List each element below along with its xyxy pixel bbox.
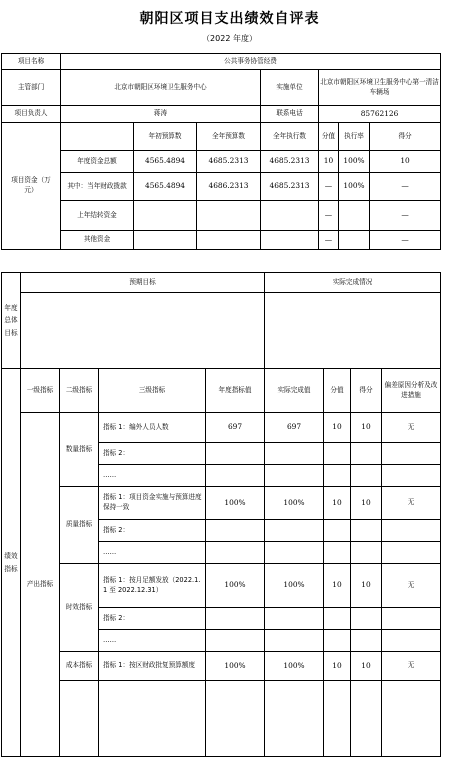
funds-row-name: 其他资金 — [61, 231, 134, 250]
group-name: 时效指标 — [60, 564, 99, 652]
indicator-score: 10 — [351, 487, 382, 520]
indicator-actual: 100% — [265, 564, 324, 608]
indicator-annual — [206, 542, 265, 564]
funds-budget — [197, 231, 261, 250]
indicator-score-val — [324, 465, 351, 487]
indicator-deviation — [382, 630, 441, 652]
funds-row-name: 年度资金总额 — [61, 151, 134, 173]
funds-budget: 4686.2313 — [197, 173, 261, 201]
header-level1: 一级指标 — [21, 369, 60, 413]
funds-score-val: 10 — [319, 151, 339, 173]
funds-score-val: — — [319, 201, 339, 231]
indicator-annual — [206, 681, 265, 757]
indicator-label: 指标 2： — [99, 443, 206, 465]
indicator-deviation: 无 — [382, 487, 441, 520]
indicator-deviation — [382, 520, 441, 542]
funds-score: — — [370, 201, 441, 231]
funds-init — [134, 201, 197, 231]
indicator-actual — [265, 542, 324, 564]
indicator-deviation — [382, 608, 441, 630]
indicator-deviation — [382, 542, 441, 564]
impl-label: 实施单位 — [261, 70, 319, 106]
funds-score: — — [370, 231, 441, 250]
indicator-actual — [265, 630, 324, 652]
level1-name: 产出指标 — [21, 413, 60, 757]
indicator-annual — [206, 520, 265, 542]
indicator-row — [2, 652, 441, 681]
project-name: 公共事务协管经费 — [61, 54, 441, 70]
indicator-annual: 100% — [206, 564, 265, 608]
indicator-actual — [265, 520, 324, 542]
funds-score-val: — — [319, 231, 339, 250]
funds-rate: 100% — [339, 173, 370, 201]
indicator-deviation — [382, 465, 441, 487]
dept-label: 主管部门 — [2, 70, 61, 106]
funds-header-exec: 全年执行数 — [261, 123, 319, 151]
funds-header-budget: 全年预算数 — [197, 123, 261, 151]
funds-header-score: 得分 — [370, 123, 441, 151]
indicator-score — [351, 465, 382, 487]
indicator-label: 指标 2： — [99, 608, 206, 630]
goals-expected-header: 预期目标 — [21, 273, 265, 293]
indicator-score — [351, 608, 382, 630]
funds-header-init: 年初预算数 — [134, 123, 197, 151]
indicator-label: 指标 1：按月足额发放（2022.1.1 至 2022.12.31） — [99, 564, 206, 608]
indicator-score-val — [324, 443, 351, 465]
indicator-label: …… — [99, 630, 206, 652]
funds-row — [2, 151, 441, 173]
funds-row-name: 其中：当年财政拨款 — [61, 173, 134, 201]
group-name: 数量指标 — [60, 413, 99, 487]
indicator-score-val: 10 — [324, 652, 351, 681]
indicator-label: 指标 2： — [99, 520, 206, 542]
funds-exec — [261, 201, 319, 231]
header-score-val: 分值 — [324, 369, 351, 413]
header-actual: 实际完成值 — [265, 369, 324, 413]
indicator-score-val — [324, 681, 351, 757]
indicators-section-label: 绩效指标 — [2, 369, 21, 757]
indicator-score: 10 — [351, 413, 382, 443]
indicator-annual: 697 — [206, 413, 265, 443]
indicator-score-val — [324, 542, 351, 564]
funds-label: 项目资金（万元） — [2, 123, 61, 250]
indicator-actual — [265, 608, 324, 630]
indicator-deviation: 无 — [382, 564, 441, 608]
funds-init: 4565.4894 — [134, 151, 197, 173]
group-name: 质量指标 — [60, 487, 99, 564]
header-deviation: 偏差原因分析及改进措施 — [382, 369, 441, 413]
indicator-actual: 697 — [265, 413, 324, 443]
indicator-annual — [206, 443, 265, 465]
funds-rate: 100% — [339, 151, 370, 173]
indicator-score-val — [324, 608, 351, 630]
leader-label: 项目负责人 — [2, 106, 61, 123]
indicator-row — [2, 413, 441, 443]
indicator-score-val: 10 — [324, 413, 351, 443]
indicator-actual: 100% — [265, 487, 324, 520]
funds-row — [2, 231, 441, 250]
indicator-label: 指标 1：项目资金实施与预算进度保持一致 — [99, 487, 206, 520]
header-level3: 三级指标 — [99, 369, 206, 413]
indicator-annual: 100% — [206, 487, 265, 520]
funds-budget — [197, 201, 261, 231]
indicator-label: 指标 1：按区财政批复预算额度 — [99, 652, 206, 681]
indicator-row-empty — [2, 681, 441, 757]
indicator-score-val — [324, 520, 351, 542]
indicator-actual — [265, 681, 324, 757]
phone-label: 联系电话 — [261, 106, 319, 123]
indicator-label: 指标 1：编外人员人数 — [99, 413, 206, 443]
funds-exec: 4685.2313 — [261, 173, 319, 201]
indicator-annual — [206, 465, 265, 487]
funds-score: 10 — [370, 151, 441, 173]
indicator-row — [2, 564, 441, 608]
goals-actual-header: 实际完成情况 — [265, 273, 441, 293]
goals-expected-content — [21, 293, 265, 369]
indicator-score — [351, 681, 382, 757]
indicator-score — [351, 520, 382, 542]
funds-rate — [339, 231, 370, 250]
funds-init: 4565.4894 — [134, 173, 197, 201]
impl-name: 北京市朝阳区环境卫生服务中心第一清洁车辆场 — [319, 70, 441, 106]
indicator-score-val — [324, 630, 351, 652]
funds-row-name: 上年结转资金 — [61, 201, 134, 231]
funds-header-score-val: 分值 — [319, 123, 339, 151]
funds-row — [2, 173, 441, 201]
indicator-deviation — [382, 681, 441, 757]
funds-header-blank — [61, 123, 134, 151]
funds-header-rate: 执行率 — [339, 123, 370, 151]
indicator-actual: 100% — [265, 652, 324, 681]
indicator-deviation: 无 — [382, 413, 441, 443]
indicator-row — [2, 487, 441, 520]
header-level2: 二级指标 — [60, 369, 99, 413]
indicator-label: …… — [99, 542, 206, 564]
indicator-annual: 100% — [206, 652, 265, 681]
project-name-label: 项目名称 — [2, 54, 61, 70]
indicator-score — [351, 542, 382, 564]
indicator-score — [351, 443, 382, 465]
phone-number: 85762126 — [319, 106, 441, 123]
funds-row — [2, 201, 441, 231]
page-title: 朝阳区项目支出绩效自评表 — [139, 11, 320, 27]
indicator-score-val: 10 — [324, 564, 351, 608]
indicator-actual — [265, 443, 324, 465]
goals-actual-content — [265, 293, 441, 369]
funds-exec — [261, 231, 319, 250]
indicator-score — [351, 630, 382, 652]
funds-exec: 4685.2313 — [261, 151, 319, 173]
leader-name: 蒋涛 — [61, 106, 261, 123]
indicator-annual — [206, 608, 265, 630]
header-score: 得分 — [351, 369, 382, 413]
header-annual: 年度指标值 — [206, 369, 265, 413]
project-info-table — [1, 53, 441, 250]
funds-rate — [339, 201, 370, 231]
group-name-empty — [60, 681, 99, 757]
indicator-deviation — [382, 443, 441, 465]
indicator-score-val: 10 — [324, 487, 351, 520]
indicator-label — [99, 681, 206, 757]
funds-score-val: — — [319, 173, 339, 201]
indicator-actual — [265, 465, 324, 487]
dept-name: 北京市朝阳区环境卫生服务中心 — [61, 70, 261, 106]
goals-label: 年度总体目标 — [2, 273, 21, 369]
indicators-table — [1, 272, 441, 757]
indicator-label: …… — [99, 465, 206, 487]
funds-score: — — [370, 173, 441, 201]
indicator-score: 10 — [351, 652, 382, 681]
indicator-score: 10 — [351, 564, 382, 608]
indicator-annual — [206, 630, 265, 652]
funds-budget: 4685.2313 — [197, 151, 261, 173]
indicator-deviation: 无 — [382, 652, 441, 681]
group-name: 成本指标 — [60, 652, 99, 681]
funds-init — [134, 231, 197, 250]
page-subtitle: （2022 年度） — [202, 34, 257, 43]
